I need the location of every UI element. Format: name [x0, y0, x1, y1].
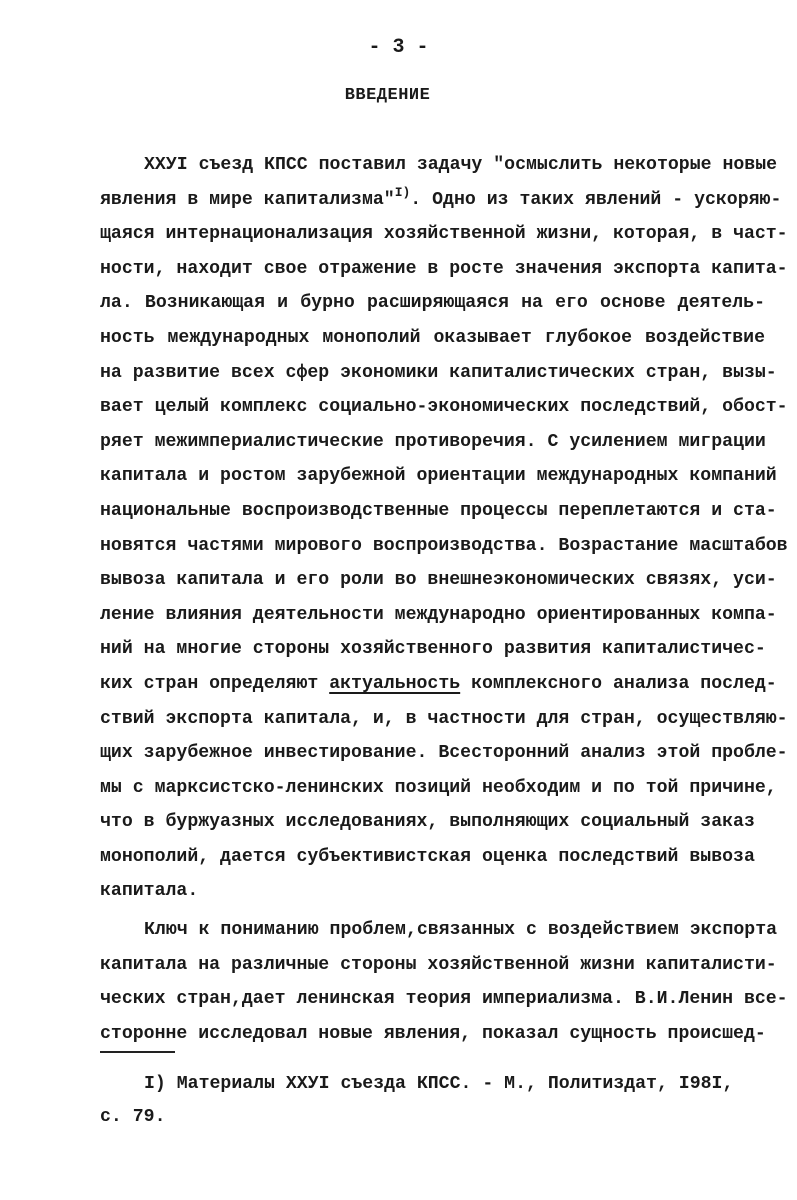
footnote-separator: [100, 1051, 175, 1053]
text-line: Ключ к пониманию проблем,связанных с воздействием экспорта: [144, 920, 778, 940]
text-line: ности, находит свое отражение в росте значения экспорта капита-: [100, 258, 788, 279]
text-segment: комплексного анализа послед-: [460, 673, 777, 694]
footnote: [100, 1068, 765, 1134]
text-line: щаяся интернационализация хозяйственной жизни, которая, в част-: [100, 224, 788, 245]
paragraph-1: [100, 148, 788, 909]
text-line: щих зарубежное инвестирование. Всесторонний анализ этой пробле-: [100, 743, 788, 764]
text-line: ление влияния деятельности международно ориентированных компа-: [100, 604, 777, 625]
footnote-line: I) Материалы ХХУI съезда КПСС. - М., Политиздат, I98I,: [144, 1074, 734, 1094]
text-line: национальные воспроизводственные процессы переплетаются и ста-: [100, 500, 777, 521]
text-line: вает целый комплекс социально-экономических последствий, обост-: [100, 397, 788, 418]
text-line: сторонне исследовал новые явления, показал сущность происшед-: [100, 1023, 766, 1044]
text-line: ний на многие стороны хозяйственного развития капиталистичес-: [100, 639, 766, 660]
text-line: новятся частями мирового воспроизводства. Возрастание масштабов: [100, 535, 788, 556]
section-title: ВВЕДЕНИЕ: [344, 86, 431, 105]
text-line: на развитие всех сфер экономики капиталистических стран, вызы-: [100, 362, 777, 383]
text-line: что в буржуазных исследованиях, выполняющих социальный заказ: [100, 812, 755, 833]
page-number: - 3 -: [368, 36, 429, 59]
text-segment: . Одно из таких явлений - ускоряю-: [410, 189, 782, 210]
text-line: [100, 667, 777, 702]
text-line: [100, 183, 782, 218]
text-line: мы с марксистско-ленинских позиций необходим и по той причине,: [100, 777, 777, 798]
text-line: ческих стран,дает ленинская теория империализма. В.И.Ленин все-: [100, 989, 788, 1010]
text-line: монополий, дается субъективистская оценка последствий вывоза: [100, 846, 755, 867]
paragraph-2: [100, 913, 788, 1051]
text-line: ла. Возникающая и бурно расширяющаяся на его основе деятель-: [100, 293, 765, 314]
text-segment: явления в мире капитализма": [100, 189, 395, 210]
underlined-term: актуальность: [329, 673, 461, 694]
text-line: ность международных монополий оказывает глубокое воздействие: [100, 327, 765, 348]
text-segment: ких стран определяют: [100, 673, 330, 694]
text-line: капитала.: [100, 881, 199, 902]
text-line: вывоза капитала и его роли во внешнеэкономических связях, уси-: [100, 570, 777, 591]
text-line: капитала и ростом зарубежной ориентации международных компаний: [100, 466, 777, 487]
footnote-line: с. 79.: [100, 1107, 166, 1127]
text-line: ХХУI съезд КПСС поставил задачу "осмыслить некоторые новые: [144, 155, 778, 175]
text-line: ряет межимпериалистические противоречия. С усилением миграции: [100, 431, 766, 452]
text-line: ствий экспорта капитала, и, в частности для стран, осуществляю-: [100, 708, 788, 729]
footnote-reference: I): [394, 184, 411, 200]
text-line: капитала на различные стороны хозяйственной жизни капиталисти-: [100, 954, 777, 975]
